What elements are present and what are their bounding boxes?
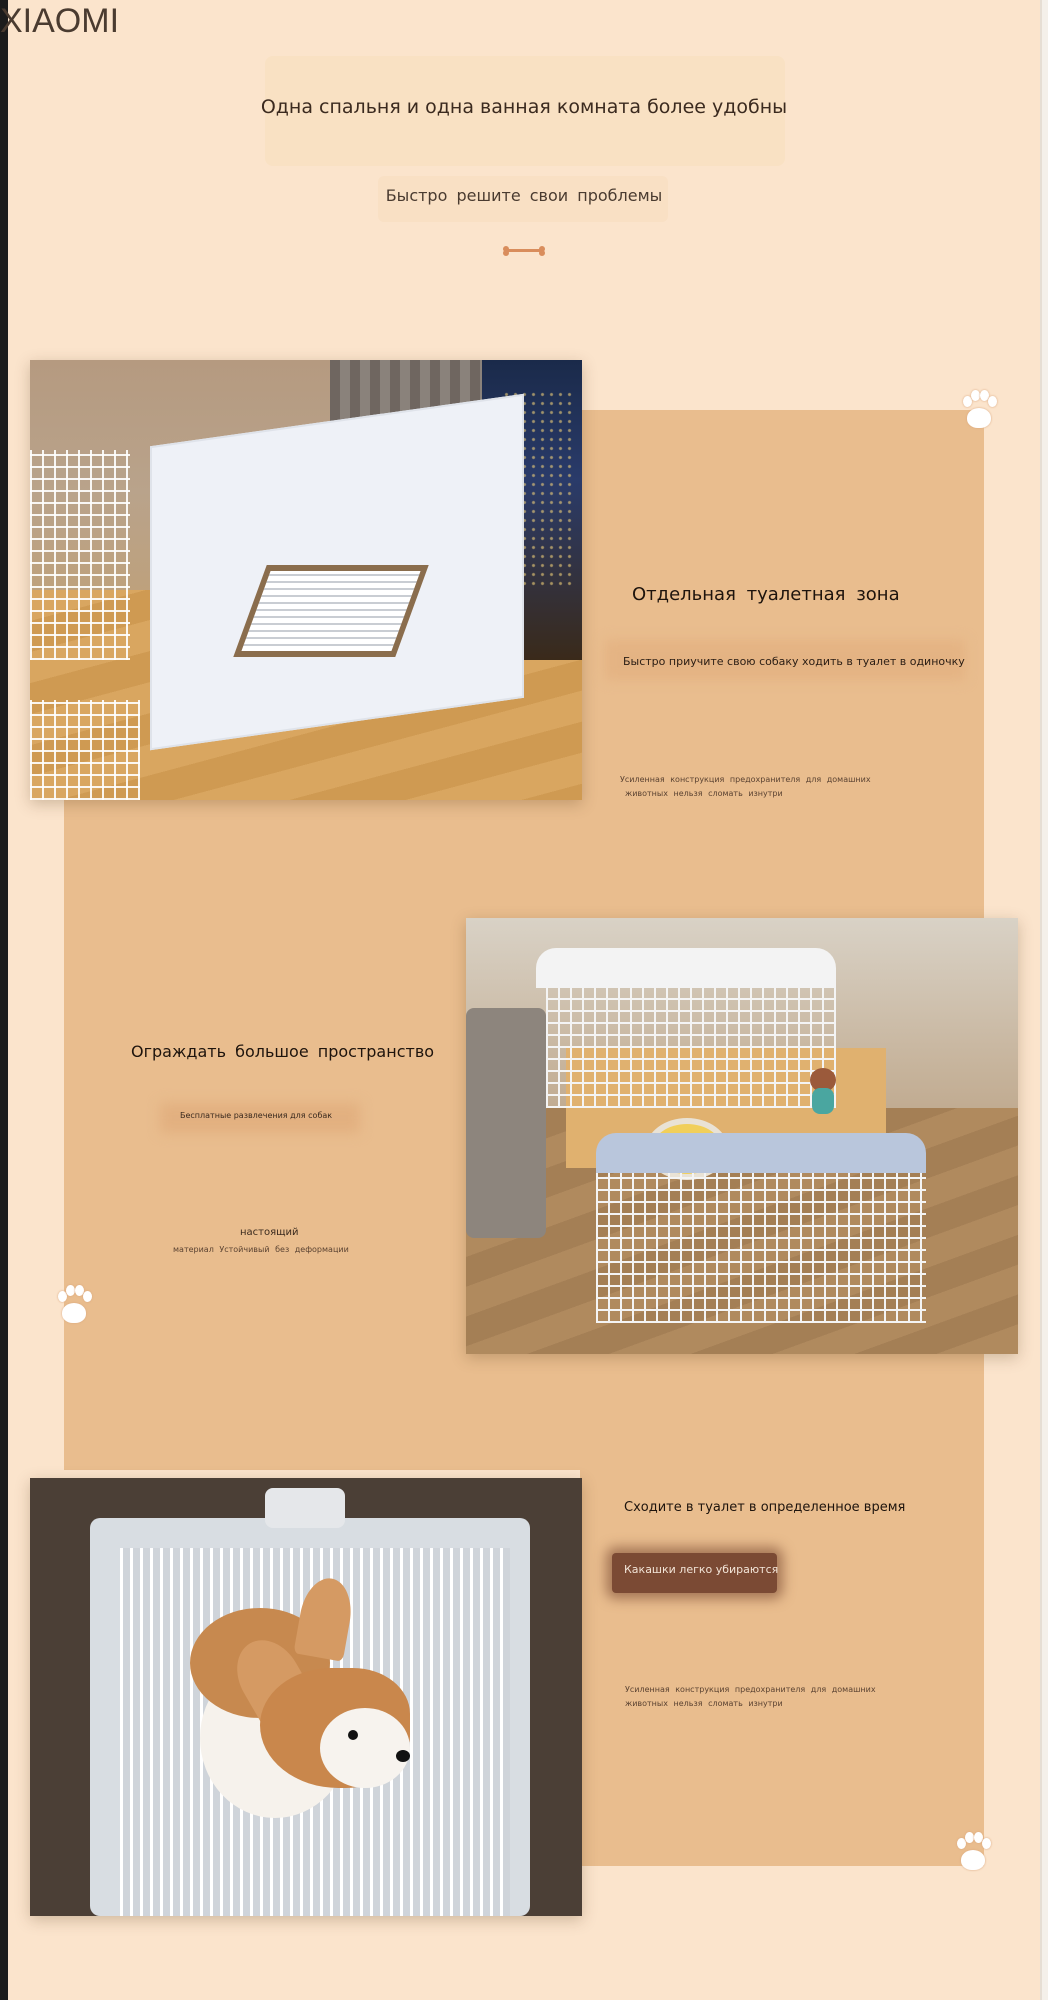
- section3-pill-text: Какашки легко убираются: [624, 1563, 779, 1576]
- section2-material-text: материал Устойчивый без деформации: [173, 1245, 349, 1254]
- hero-subtitle: Быстро решите свои проблемы: [385, 186, 663, 205]
- section3-title: Сходите в туалет в определенное время: [624, 1500, 906, 1515]
- section3-note-line2: животных нельзя сломать изнутри: [625, 1699, 783, 1708]
- left-edge: [0, 0, 8, 2000]
- large-playpen-photo: [466, 918, 1018, 1354]
- corgi-toilet-tray-photo: [30, 1478, 582, 1916]
- section2-title: Ограждать большое пространство: [131, 1042, 435, 1061]
- paw-icon: [52, 1285, 96, 1329]
- section3-note-line1: Усиленная конструкция предохранителя для домашних: [625, 1685, 876, 1694]
- section2-subtitle: Бесплатные развлечения для собак: [180, 1111, 333, 1120]
- bone-icon: [503, 246, 545, 256]
- right-edge: [1040, 0, 1048, 2000]
- paw-icon: [957, 390, 1001, 434]
- section1-title: Отдельная туалетная зона: [632, 584, 900, 605]
- hero-title: Одна спальня и одна ванная комната более удобны: [260, 96, 788, 118]
- section1-subtitle: Быстро приучите свою собаку ходить в туалет в одиночку: [623, 655, 965, 668]
- section2-real-label: настоящий: [240, 1227, 299, 1238]
- pen-toilet-area-photo: [30, 360, 582, 800]
- brand-watermark: XIAOMI: [0, 2, 120, 40]
- paw-icon: [951, 1832, 995, 1876]
- section1-note-line1: Усиленная конструкция предохранителя для домашних: [620, 775, 871, 784]
- section3-panel: [580, 1470, 984, 1866]
- section1-note-line2: животных нельзя сломать изнутри: [625, 789, 783, 798]
